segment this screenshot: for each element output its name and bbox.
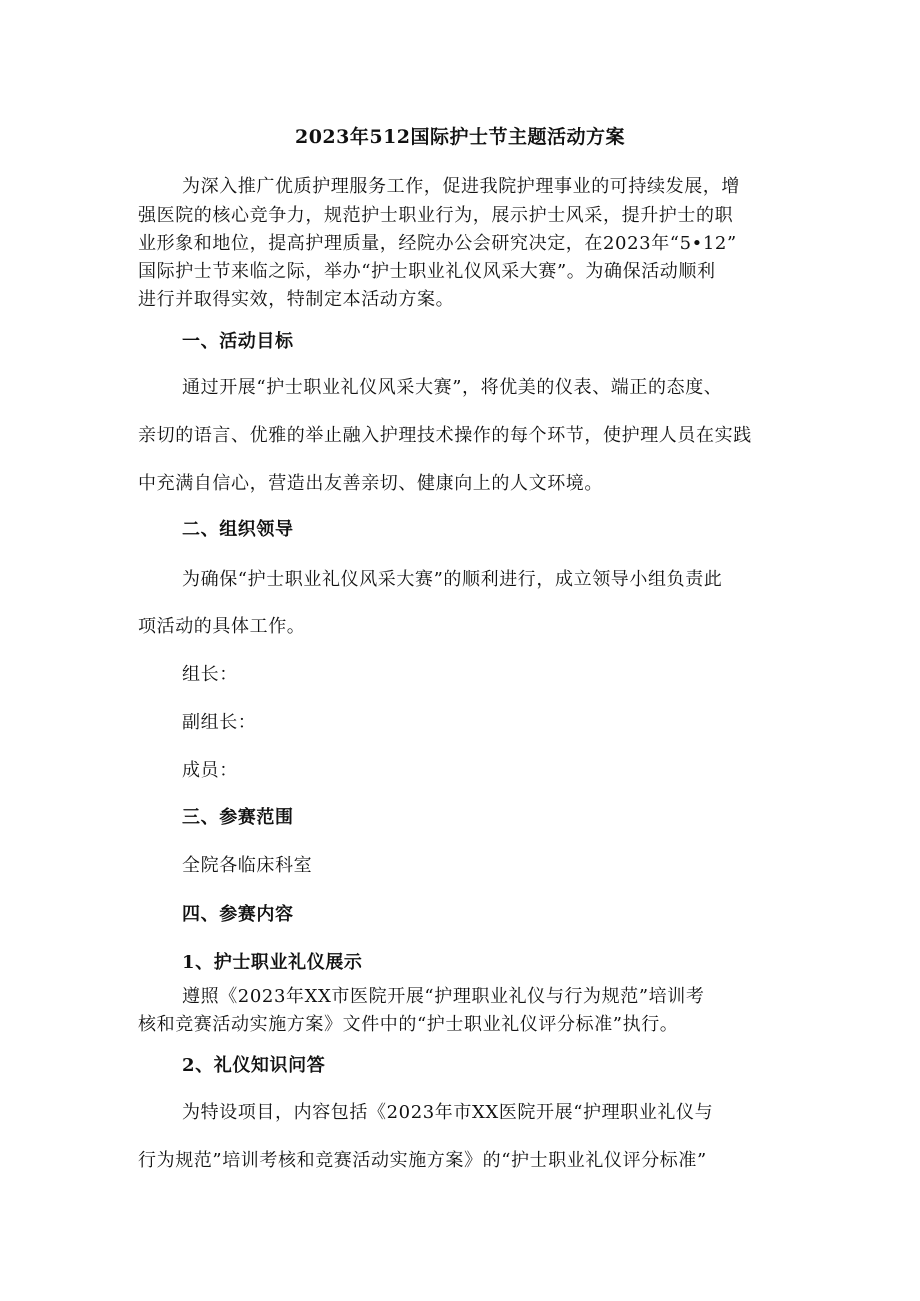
section-2-line-2: 项活动的具体工作。 <box>138 616 306 637</box>
section-3-heading: 三、参赛范围 <box>182 807 294 828</box>
document-title: 2023年512国际护士节主题活动方案 <box>294 126 626 148</box>
section-4-item-2-heading: 2、礼仪知识问答 <box>182 1055 326 1076</box>
section-2-members: 成员： <box>182 760 238 781</box>
section-2-leader: 组长： <box>182 664 238 685</box>
intro-line-3: 业形象和地位，提高护理质量，经院办公会研究决定，在2023年“5•12” <box>138 233 737 254</box>
intro-line-1: 为深入推广优质护理服务工作，促进我院护理事业的可持续发展，增 <box>182 176 740 197</box>
section-2-line-1: 为确保“护士职业礼仪风采大赛”的顺利进行，成立领导小组负责此 <box>182 569 723 590</box>
section-1-line-3: 中充满自信心，营造出友善亲切、健康向上的人文环境。 <box>138 473 603 494</box>
section-1-heading: 一、活动目标 <box>182 331 294 352</box>
section-4-item-1-heading: 1、护士职业礼仪展示 <box>182 952 363 973</box>
section-4-item-1-line-1: 遵照《2023年XX市医院开展“护理职业礼仪与行为规范”培训考 <box>182 986 705 1007</box>
intro-line-2: 强医院的核心竞争力，规范护士职业行为，展示护士风采，提升护士的职 <box>138 205 734 226</box>
intro-line-5: 进行并取得实效，特制定本活动方案。 <box>138 289 455 310</box>
section-4-heading: 四、参赛内容 <box>182 904 294 925</box>
section-1-line-1: 通过开展“护士职业礼仪风采大赛”，将优美的仪表、端正的态度、 <box>182 377 723 398</box>
section-1-line-2: 亲切的语言、优雅的举止融入护理技术操作的每个环节，使护理人员在实践 <box>138 425 752 446</box>
section-2-deputy: 副组长： <box>182 712 257 733</box>
section-3-text: 全院各临床科室 <box>182 855 313 876</box>
section-4-item-2-line-1: 为特设项目，内容包括《2023年市XX医院开展“护理职业礼仪与 <box>182 1102 714 1123</box>
section-4-item-2-line-2: 行为规范”培训考核和竞赛活动实施方案》的“护士职业礼仪评分标准” <box>138 1150 707 1171</box>
intro-line-4: 国际护士节来临之际，举办“护士职业礼仪风采大赛”。为确保活动顺利 <box>138 261 716 282</box>
section-2-heading: 二、组织领导 <box>182 519 294 540</box>
section-4-item-1-line-2: 核和竞赛活动实施方案》文件中的“护士职业礼仪评分标准”执行。 <box>138 1014 679 1035</box>
